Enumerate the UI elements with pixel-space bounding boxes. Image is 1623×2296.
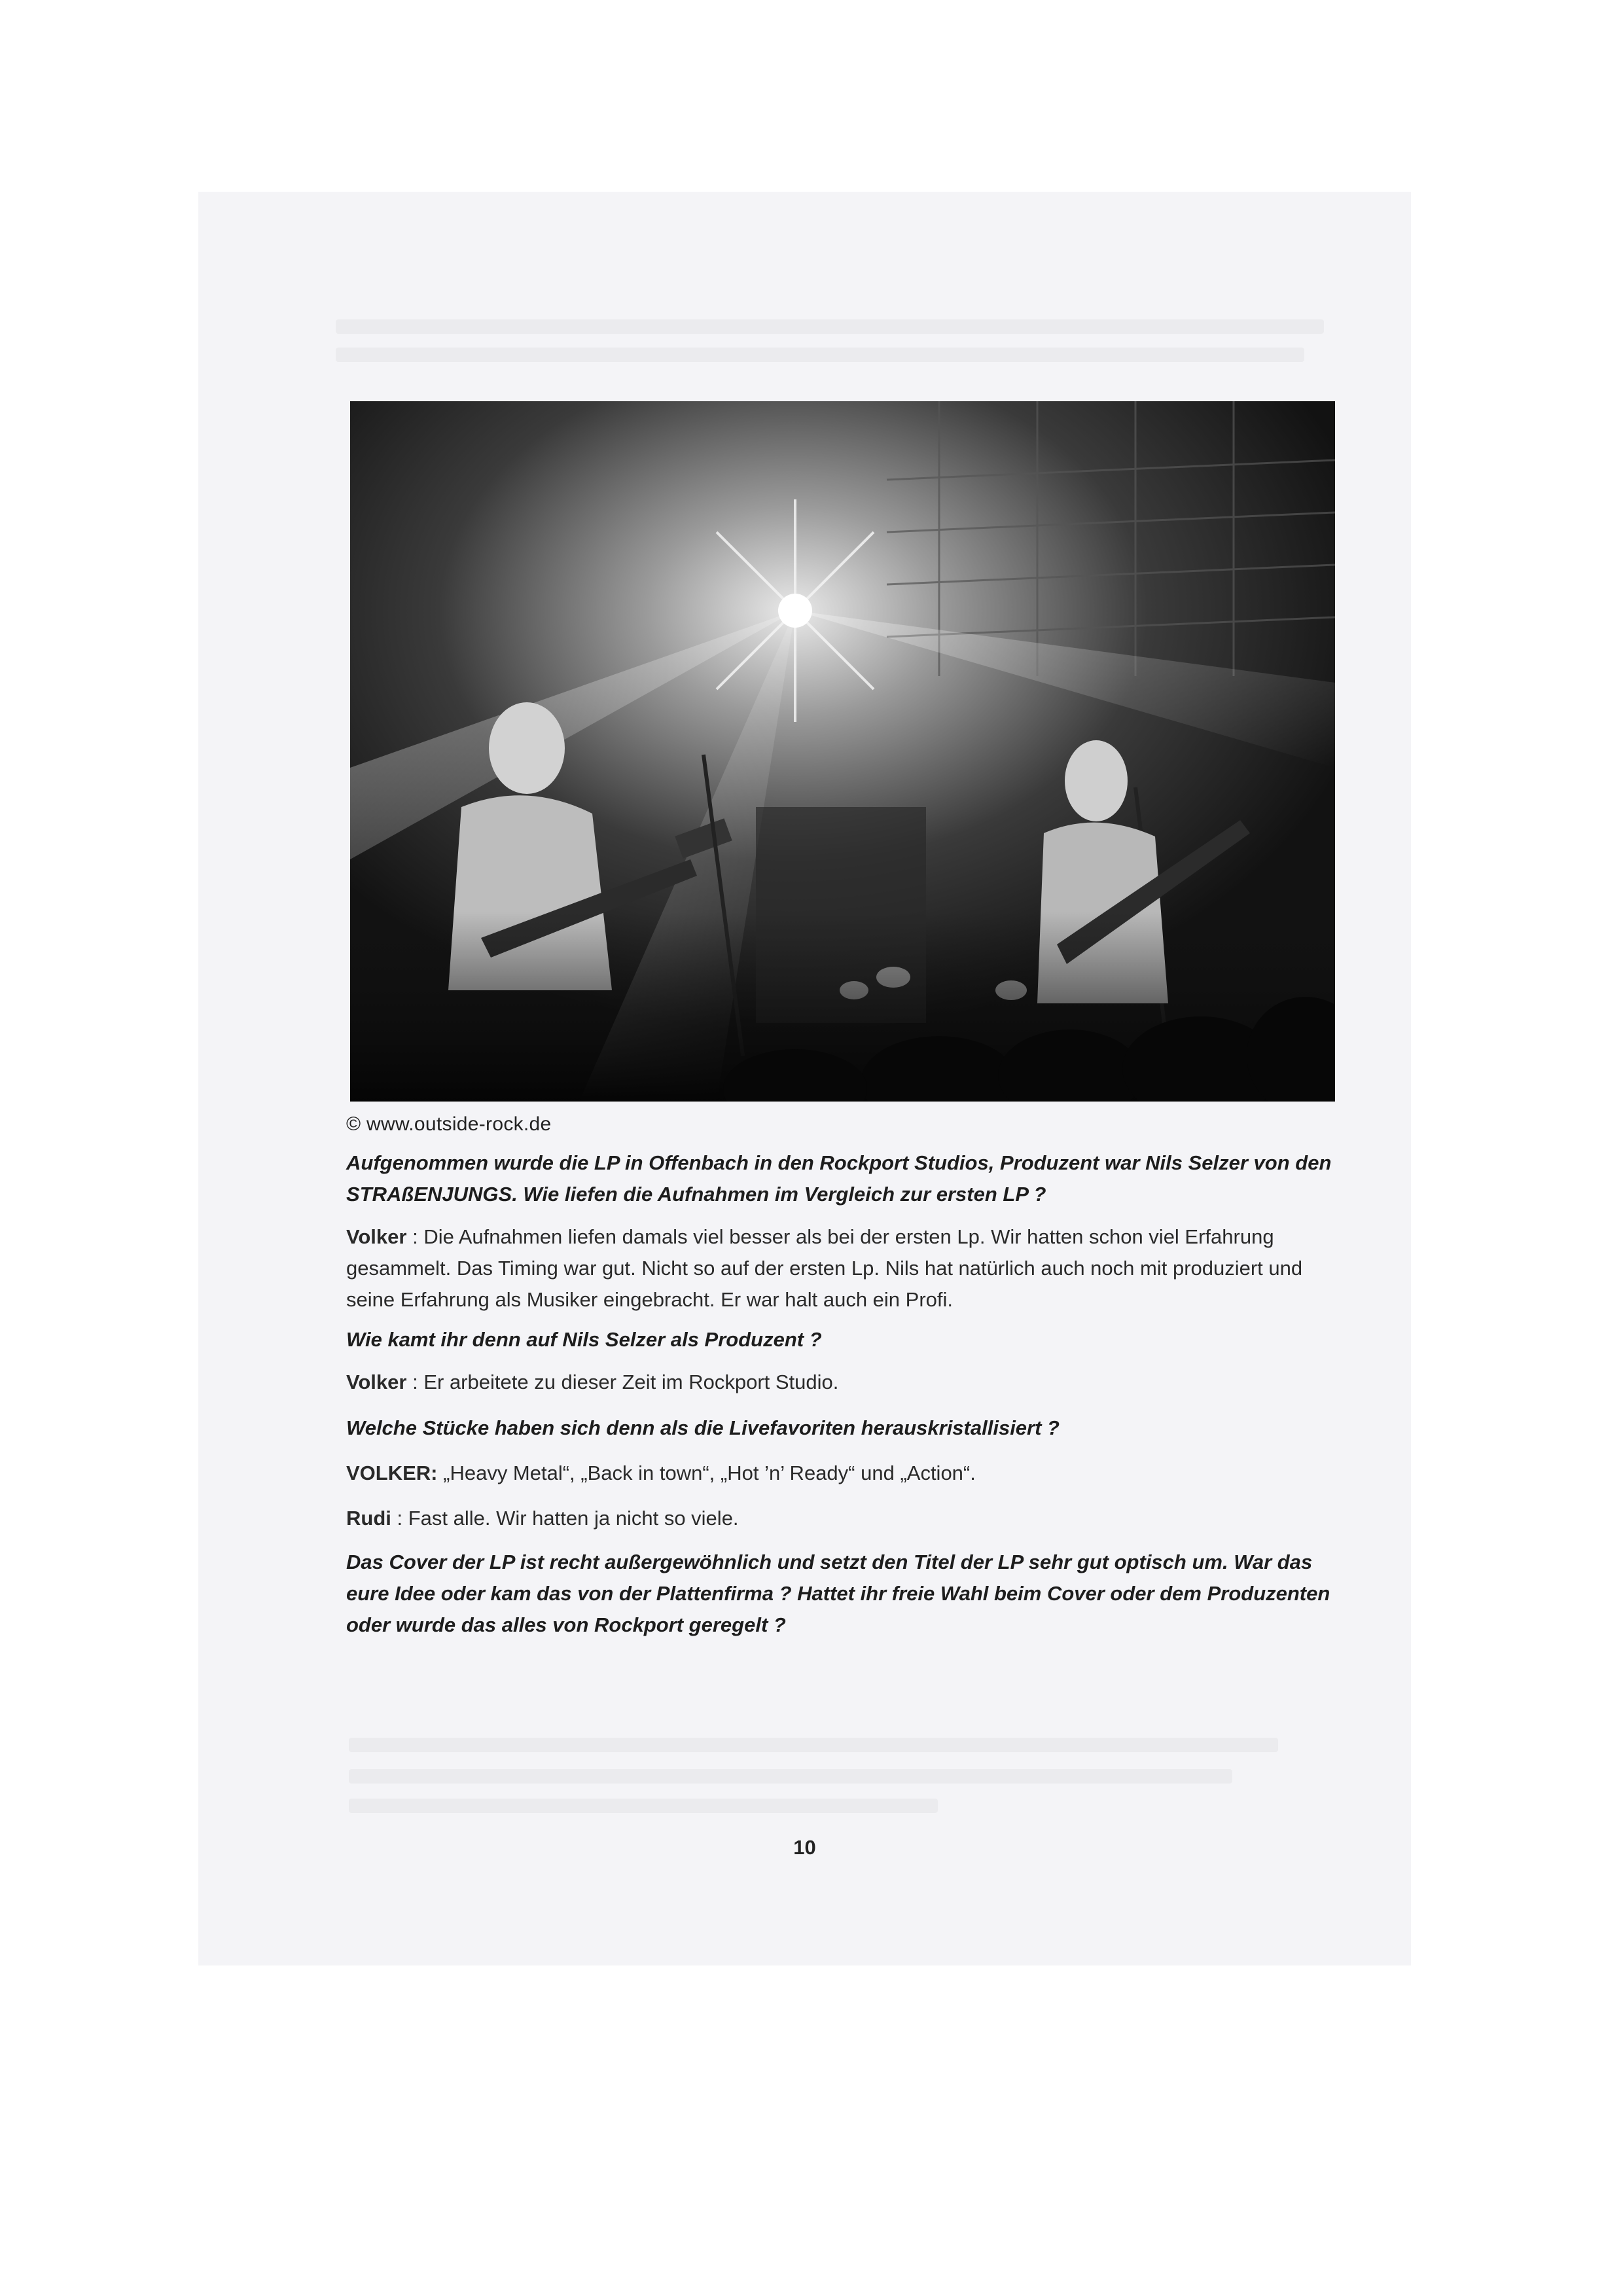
question-text: Aufgenommen wurde die LP in Offenbach in den Rockport Studios, Produzent war Nils Selzer von den STRAßENJUNGS. Wie liefen die Aufnahmen im Vergleich zur ersten LP ? [346, 1151, 1332, 1206]
interview-a2 [346, 1367, 1338, 1398]
document-page [198, 192, 1411, 1965]
speaker-name: Volker [346, 1371, 407, 1393]
answer-text [346, 1367, 1338, 1398]
interview-a1 [346, 1221, 1338, 1316]
answer-body: Er arbeitete zu dieser Zeit im Rockport Studio. [423, 1371, 839, 1393]
interview-q2 [346, 1324, 1338, 1355]
question-text: Welche Stücke haben sich denn als die Livefavoriten herauskristallisiert ? [346, 1416, 1060, 1439]
concert-photo-icon [350, 401, 1335, 1102]
question-text: Das Cover der LP ist recht außergewöhnlich und setzt den Titel der LP sehr gut optisch um. War das eure Idee oder kam das von der Plattenfirma ? Hattet ihr freie Wahl beim Cover oder dem Produzenten oder wurde das alles von Rockport geregelt ? [346, 1551, 1330, 1636]
interview-q3 [346, 1412, 1338, 1444]
answer-text [346, 1221, 1338, 1316]
page-number: 10 [793, 1836, 816, 1859]
photo-credit: © www.outside-rock.de [346, 1113, 552, 1135]
answer-body: Die Aufnahmen liefen damals viel besser als bei der ersten Lp. Wir hatten schon viel Erfahrung gesammelt. Das Timing war gut. Nicht so auf der ersten Lp. Nils hat natürlich auch noch mit produziert und seine Erfahrung als Musiker eingebracht. Er war halt auch ein Profi. [346, 1225, 1303, 1311]
interview-q4 [346, 1547, 1338, 1641]
answer-body: Fast alle. Wir hatten ja nicht so viele. [408, 1507, 739, 1530]
answer-body: „Heavy Metal“, „Back in town“, „Hot ’n’ Ready“ und „Action“. [443, 1462, 976, 1484]
answer-text [346, 1458, 1338, 1489]
speaker-name: Rudi [346, 1507, 391, 1530]
concert-photo [350, 401, 1335, 1102]
speaker-separator: : [406, 1371, 424, 1393]
speaker-separator [438, 1462, 444, 1484]
answer-text [346, 1503, 1338, 1534]
question-text: Wie kamt ihr denn auf Nils Selzer als Produzent ? [346, 1328, 822, 1351]
interview-a3 [346, 1458, 1338, 1489]
interview-a4 [346, 1503, 1338, 1534]
speaker-name: Volker [346, 1225, 407, 1248]
interview-q1 [346, 1147, 1338, 1210]
speaker-separator: : [406, 1225, 424, 1248]
speaker-name: VOLKER: [346, 1462, 438, 1484]
speaker-separator: : [391, 1507, 408, 1530]
